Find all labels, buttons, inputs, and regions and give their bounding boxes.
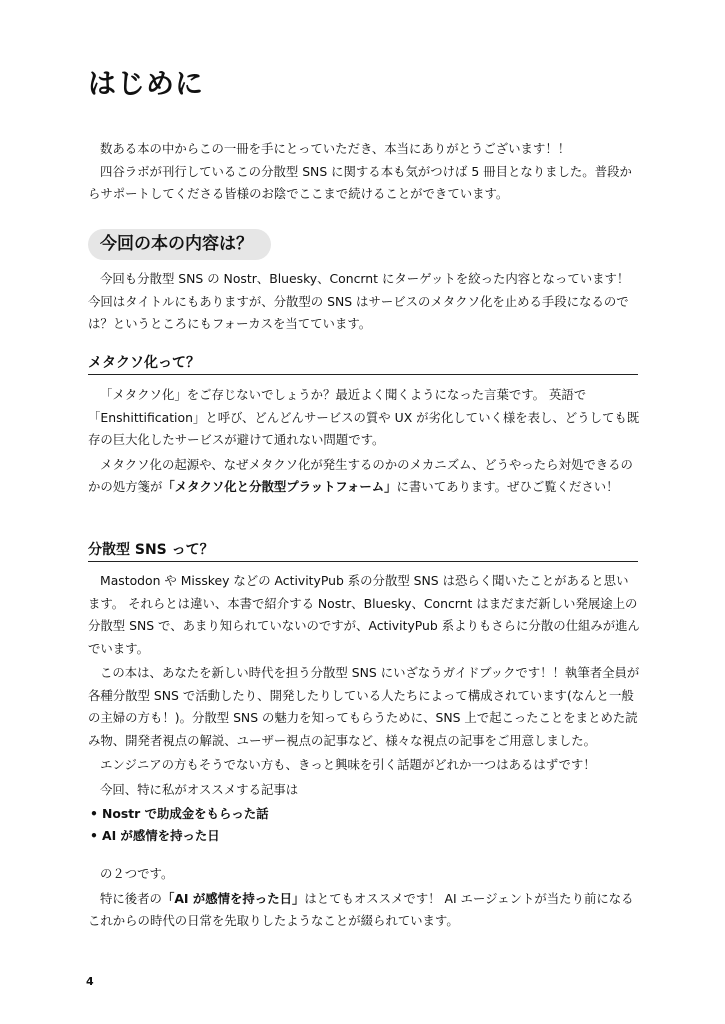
- article-title-emphasis: 「AI が感情を持った日」: [161, 890, 305, 906]
- section-heading-contents: 今回の本の内容は？: [88, 229, 271, 260]
- recommended-list: [88, 803, 640, 847]
- metakuso-block: [88, 384, 640, 499]
- sns-paragraph-1: Mastodon や Misskey などの ActivityPub 系の分散型 SNS は恐らく聞いたことがあると思います。 それらとは違い、本書で紹介する Nostr、Bluesky、Concrnt はまだまだ新しい発展途上の分散型 SNS で、あまり知られていないのですが、ActivityPub 系よりもさらに分散の仕組みが進んでいます。: [88, 573, 640, 656]
- intro-paragraph-2: 四谷ラボが刊行しているこの分散型 SNS に関する本も気がつけば 5 冊目となりました。普段からサポートしてくださる皆様のお陰でここまで続けることができています。: [88, 163, 632, 201]
- sns-paragraph-6: 特に後者の「AI が感情を持った日」はとてもオススメです！ AI エージェントが当たり前になるこれからの時代の日常を先取りしたようなことが綴られています。: [88, 890, 634, 928]
- metakuso-paragraph-1: 「メタクソ化」をご存じないでしょうか？最近よく聞くようになった言葉です。 英語で「Enshittification」と呼び、どんどんサービスの質や UX が劣化していく様を表し、どうしても既存の巨大化したサービスが避けて通れない問題です。: [88, 387, 640, 447]
- contents-paragraph: 今回も分散型 SNS の Nostr、Bluesky、Concrnt にターゲットを絞った内容となっています！今回はタイトルにもありますが、分散型の SNS はサービスのメタクソ化を止める手段になるのでは？というところにもフォーカスを当てています。: [88, 271, 630, 331]
- page-number: 4: [86, 975, 94, 988]
- intro-paragraph-1: 数ある本の中からこの一冊を手にとっていただき、本当にありがとうございます！！: [100, 141, 571, 156]
- metakuso-paragraph-2: メタクソ化の起源や、なぜメタクソ化が発生するのかのメカニズム、どうやったら対処できるのかの処方箋が「メタクソ化と分散型プラットフォーム」に書いてあります。ぜひご覧ください！: [88, 456, 633, 494]
- list-item: • AI が感情を持った日: [88, 825, 640, 847]
- sns-block: [88, 570, 640, 933]
- list-item: • Nostr で助成金をもらった話: [88, 803, 640, 825]
- page-title: はじめに: [88, 67, 205, 100]
- section-heading-sns: 分散型 SNS って？: [88, 540, 638, 562]
- section-heading-metakuso: メタクソ化って？: [88, 353, 638, 375]
- sns-paragraph-4: 今回、特に私がオススメする記事は: [100, 781, 299, 797]
- book-title-emphasis: 「メタクソ化と分散型プラットフォーム」: [162, 479, 397, 494]
- contents-block: [88, 268, 640, 336]
- intro-block: [88, 138, 640, 206]
- sns-paragraph-2: この本は、あなたを新しい時代を担う分散型 SNS にいざなうガイドブックです！！執筆者全員が各種分散型 SNS で活動したり、開発したりしている人たちによって構成されています(なんと一般の主婦の方も！)。分散型 SNS の魅力を知ってもらうために、SNS 上で起こったことをまとめた読み物、開発者視点の解説、ユーザー視点の記事など、様々な視点の記事をご用意しました。: [88, 665, 640, 748]
- sns-paragraph-5: の２つです。: [100, 866, 174, 881]
- sns-paragraph-3: エンジニアの方もそうでない方も、きっと興味を引く話題がどれか一つはあるはずです！: [100, 757, 596, 772]
